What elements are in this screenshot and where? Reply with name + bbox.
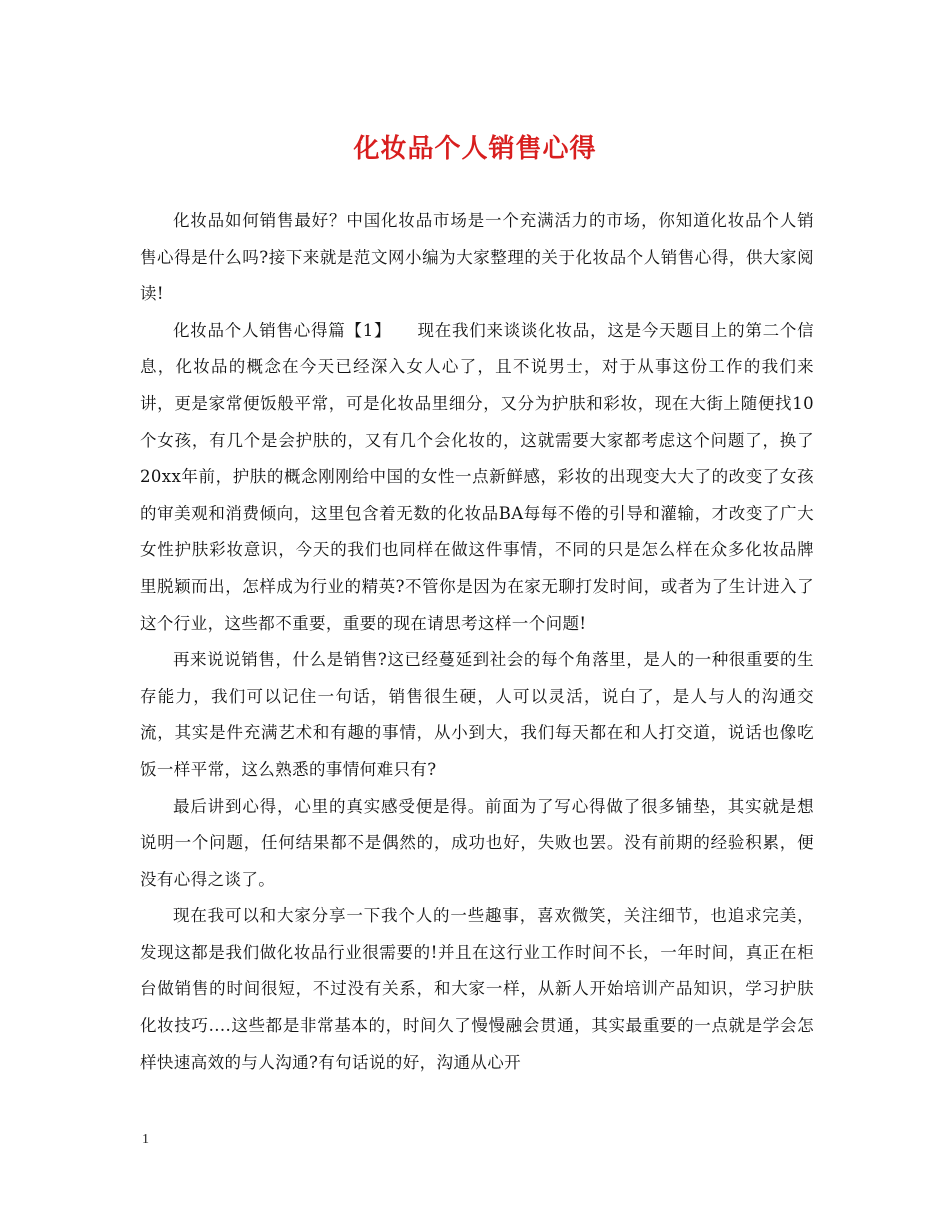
- paragraph-intro: 化妆品如何销售最好？中国化妆品市场是一个充满活力的市场，你知道化妆品个人销售心得是什么吗?接下来就是范文网小编为大家整理的关于化妆品个人销售心得，供大家阅读!: [140, 211, 814, 304]
- paragraph-cosmetics: 化妆品个人销售心得篇【1】 现在我们来谈谈化妆品，这是今天题目上的第二个信息，化妆品的概念在今天已经深入女人心了，且不说男士，对于从事这份工作的我们来讲，更是家常便饭般平常，可是化妆品里细分，又分为护肤和彩妆，现在大街上随便找10个女孩，有几个是会护肤的，又有几个会化妆的，这就需要大家都考虑这个问题了，换了20xx年前，护肤的概念刚刚给中国的女性一点新鲜感，彩妆的出现变大大了的改变了女孩的审美观和消费倾向，这里包含着无数的化妆品BA每每不倦的引导和灌输，才改变了广大女性护肤彩妆意识，今天的我们也同样在做这件事情，不同的只是怎么样在众多化妆品牌里脱颖而出，怎样成为行业的精英?不管你是因为在家无聊打发时间，或者为了生计进入了这个行业，这些都不重要，重要的现在请思考这样一个问题!: [140, 320, 814, 633]
- document-body: [140, 203, 814, 1081]
- document-title: 化妆品个人销售心得: [353, 134, 597, 164]
- paragraph-sales: 再来说说销售，什么是销售?这已经蔓延到社会的每个角落里，是人的一种很重要的生存能力，我们可以记住一句话，销售很生硬，人可以灵活，说白了，是人与人的沟通交流，其实是件充满艺术和有趣的事情，从小到大，我们每天都在和人打交道，说话也像吃饭一样平常，这么熟悉的事情何难只有?: [140, 650, 814, 779]
- paragraph-insight: 最后讲到心得，心里的真实感受便是得。前面为了写心得做了很多铺垫，其实就是想说明一个问题，任何结果都不是偶然的，成功也好，失败也罢。没有前期的经验积累，便没有心得之谈了。: [140, 796, 814, 889]
- paragraph-sharing: 现在我可以和大家分享一下我个人的一些趣事，喜欢微笑，关注细节，也追求完美，发现这都是我们做化妆品行业很需要的!并且在这行业工作时间不长，一年时间，真正在柜台做销售的时间很短，不过没有关系，和大家一样，从新人开始培训产品知识，学习护肤化妆技巧....这些都是非常基本的，时间久了慢慢融会贯通，其实最重要的一点就是学会怎样快速高效的与人沟通?有句话说的好，沟通从心开: [140, 906, 814, 1072]
- page-number: 1: [142, 1132, 149, 1147]
